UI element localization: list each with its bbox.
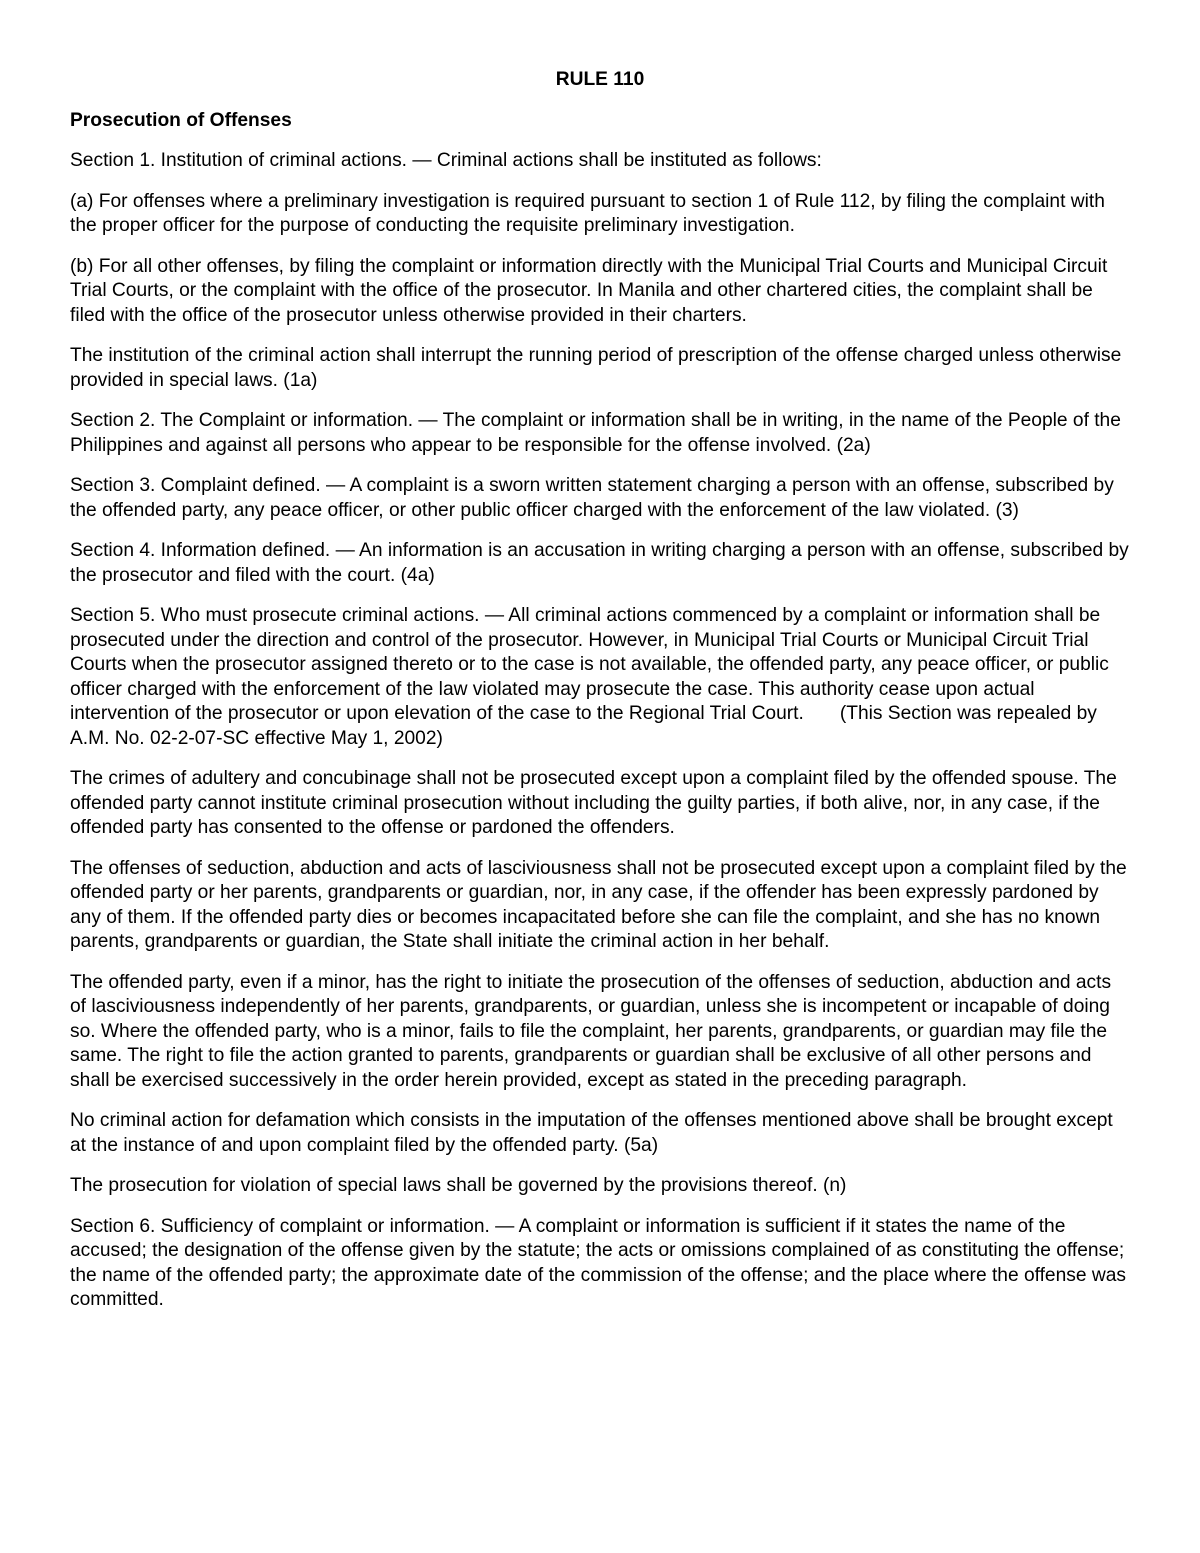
section-1-prescription: The institution of the criminal action shall interrupt the running period of prescription of the offense charged unless otherwise provided in special laws. (1a)	[70, 345, 1122, 391]
section-2: Section 2. The Complaint or information. — The complaint or information shall be in writing, in the name of the People of the Philippines and against all persons who appear to be responsible for the offense involved. (2a)	[70, 410, 1121, 456]
section-1-item-b: (b) For all other offenses, by filing the complaint or information directly with the Municipal Trial Courts and Municipal Circuit Trial Courts, or the complaint with the office of the prosecutor. In Manila and other chartered cities, the complaint shall be filed with the office of the prosecutor unless otherwise provided in their charters.	[70, 255, 1108, 326]
document-page	[70, 68, 1130, 1329]
paragraph-defamation: No criminal action for defamation which consists in the imputation of the offenses mentioned above shall be brought except at the instance of and upon complaint filed by the offended party. (5a)	[70, 1110, 1113, 1156]
section-1-heading: Section 1. Institution of criminal actions. — Criminal actions shall be instituted as follows:	[70, 150, 822, 171]
section-5	[70, 604, 1130, 751]
paragraph-minor: The offended party, even if a minor, has the right to initiate the prosecution of the offenses of seduction, abduction and acts of lasciviousness independently of her parents, grandparents, or guardian, unless she is incompetent or incapable of doing so. Where the offended party, who is a minor, fails to file the complaint, her parents, grandparents, or guardian may file the same. The right to file the action granted to parents, grandparents or guardian shall be exclusive of all other persons and shall be exercised successively in the order herein provided, except as stated in the preceding paragraph.	[70, 971, 1112, 1091]
paragraph-adultery: The crimes of adultery and concubinage shall not be prosecuted except upon a complaint filed by the offended spouse. The offended party cannot institute criminal prosecution without including the guilty parties, if both alive, nor, in any case, if the offended party has consented to the offense or pardoned the offenders.	[70, 768, 1117, 838]
paragraph-seduction: The offenses of seduction, abduction and acts of lasciviousness shall not be prosecuted except upon a complaint filed by the offended party or her parents, grandparents or guardian, nor, in any case, if the offender has been expressly pardoned by any of them. If the offended party dies or becomes incapacitated before she can file the complaint, and she has no known parents, grandparents or guardian, the State shall initiate the criminal action in her behalf.	[70, 857, 1127, 952]
section-4: Section 4. Information defined. — An information is an accusation in writing charging a person with an offense, subscribed by the prosecutor and filed with the court. (4a)	[70, 540, 1129, 586]
section-3: Section 3. Complaint defined. — A complaint is a sworn written statement charging a person with an offense, subscribed by the offended party, any peace officer, or other public officer charged with the enforcement of the law violated. (3)	[70, 475, 1114, 521]
section-5-repeal-note: (This Section was repealed by A.M. No. 02-2-07-SC effective May 1, 2002)	[70, 703, 1097, 749]
section-1-item-a: (a) For offenses where a preliminary investigation is required pursuant to section 1 of Rule 112, by filing the complaint with the proper officer for the purpose of conducting the requisite preliminary investigation.	[70, 190, 1105, 236]
section-5-text: Section 5. Who must prosecute criminal actions. — All criminal actions commenced by a complaint or information shall be prosecuted under the direction and control of the prosecutor. However, in Municipal Trial Courts or Municipal Circuit Trial Courts when the prosecutor assigned thereto or to the case is not available, the offended party, any peace officer, or public officer charged with the enforcement of the law violated may prosecute the case. This authority cease upon actual intervention of the prosecutor or upon elevation of the case to the Regional Trial Court.	[70, 605, 1109, 724]
section-6: Section 6. Sufficiency of complaint or information. — A complaint or information is sufficient if it states the name of the accused; the designation of the offense given by the statute; the acts or omissions complained of as constituting the offense; the name of the offended party; the approximate date of the commission of the offense; and the place where the offense was committed.	[70, 1215, 1126, 1310]
rule-title: RULE 110	[555, 69, 645, 90]
paragraph-special-laws: The prosecution for violation of special laws shall be governed by the provisions thereof. (n)	[70, 1175, 847, 1196]
document-subtitle: Prosecution of Offenses	[70, 109, 292, 131]
